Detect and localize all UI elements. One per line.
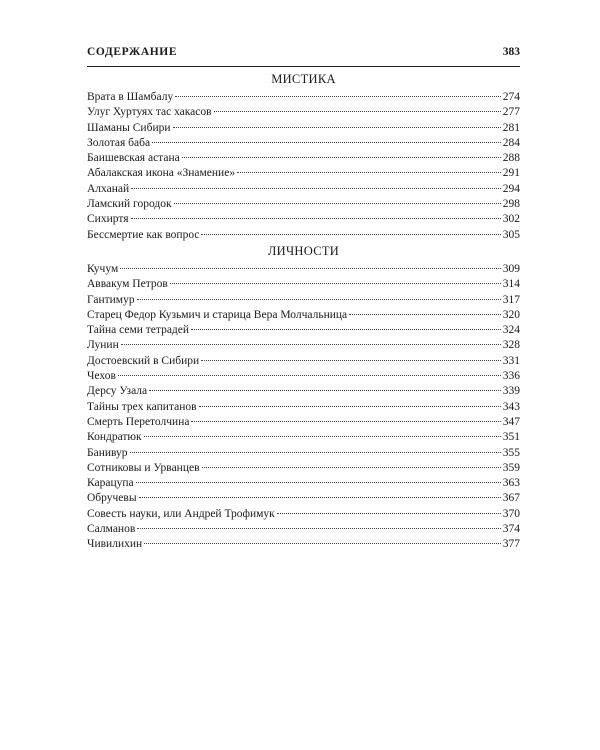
toc-entry — [87, 400, 520, 415]
toc-entry-title: Смерть Перетолчина — [87, 415, 190, 428]
running-head-title: СОДЕРЖАНИЕ — [87, 46, 178, 58]
toc-entry — [87, 151, 520, 166]
toc-entry — [87, 166, 520, 181]
toc-entry-title: Чехов — [87, 370, 116, 383]
toc-entry-page: 331 — [502, 354, 520, 367]
toc-entry-page: 291 — [502, 167, 520, 180]
dot-leader — [144, 436, 501, 437]
toc-entry-title: Бессмертие как вопрос — [87, 228, 200, 241]
toc-entry-title: Аввакум Петров — [87, 278, 168, 291]
toc-entry-title: Совесть науки, или Андрей Трофимук — [87, 507, 275, 520]
toc-entry-title: Шаманы Сибири — [87, 121, 171, 134]
toc-entry-title: Гантимур — [87, 293, 135, 306]
toc-entry — [87, 121, 520, 136]
toc-entry — [87, 354, 520, 369]
section-title: МИСТИКА — [271, 72, 336, 86]
toc-entry-title: Кондратюк — [87, 431, 142, 444]
toc-entry-page: 347 — [502, 415, 520, 428]
dot-leader — [214, 111, 501, 112]
toc-entry-title: Врата в Шамбалу — [87, 91, 174, 103]
dot-leader — [118, 375, 501, 376]
dot-leader — [130, 452, 501, 453]
toc-entry-page: 320 — [502, 308, 520, 321]
toc-entry-title: Салманов — [87, 523, 136, 536]
dot-leader — [149, 390, 501, 391]
toc-entry-page: 288 — [502, 152, 520, 165]
toc-entry-page: 324 — [502, 324, 520, 337]
toc-entry-title: Банивур — [87, 446, 128, 459]
toc-entry-page: 339 — [502, 385, 520, 398]
dot-leader — [201, 360, 501, 361]
dot-leader — [139, 497, 501, 498]
toc-entry-page: 277 — [502, 106, 520, 119]
dot-leader — [121, 344, 501, 345]
dot-leader — [131, 188, 501, 189]
running-head-page-number: 383 — [502, 46, 520, 58]
toc-entry-page: 328 — [502, 339, 520, 352]
section-title: ЛИЧНОСТИ — [267, 244, 340, 258]
toc-entry — [87, 507, 520, 522]
toc-entry — [87, 197, 520, 212]
toc-entry-title: Лунин — [87, 339, 119, 352]
dot-leader — [191, 329, 501, 330]
dot-leader — [191, 421, 500, 422]
dot-leader — [199, 406, 501, 407]
toc-entry-page: 317 — [502, 293, 520, 306]
dot-leader — [152, 142, 501, 143]
dot-leader — [137, 528, 500, 529]
toc-entry — [87, 430, 520, 445]
toc-entry — [87, 369, 520, 384]
toc-entry-title: Старец Федор Кузьмич и старица Вера Молчальница — [87, 308, 348, 321]
toc-entry — [87, 293, 520, 308]
toc-entry — [87, 262, 520, 277]
toc-entry-title: Дерсу Узала — [87, 385, 148, 398]
toc-entry-page: 305 — [502, 228, 520, 241]
toc-entry-page: 374 — [502, 523, 520, 536]
toc-entry-page: 367 — [502, 492, 520, 505]
toc-entry-title: Сотниковы и Урванцев — [87, 461, 200, 474]
toc-list — [87, 262, 520, 553]
toc-entry-title: Чивилихин — [87, 538, 143, 551]
toc-entry — [87, 338, 520, 353]
toc-entry-page: 302 — [502, 213, 520, 226]
toc-section-persons — [87, 240, 520, 553]
dot-leader — [349, 314, 501, 315]
toc-entry — [87, 491, 520, 506]
toc-entry-title: Улуг Хуртуях тас хакасов — [87, 106, 212, 119]
toc-entry — [87, 323, 520, 338]
toc-entry-title: Кучум — [87, 263, 119, 275]
toc-entry-title: Обручевы — [87, 492, 137, 505]
toc-entry — [87, 90, 520, 105]
toc-entry-page: 274 — [502, 91, 520, 103]
toc-entry — [87, 537, 520, 552]
toc-entry-page: 298 — [502, 198, 520, 211]
toc-entry-page: 359 — [502, 461, 520, 474]
dot-leader — [201, 234, 500, 235]
dot-leader — [237, 172, 501, 173]
dot-leader — [182, 157, 501, 158]
toc-entry-title: Ламский городок — [87, 198, 172, 211]
toc-entry-page: 284 — [502, 136, 520, 149]
dot-leader — [136, 482, 501, 483]
toc-entry-page: 309 — [502, 263, 520, 275]
toc-entry-title: Тайна семи тетрадей — [87, 324, 190, 337]
toc-entry-page: 351 — [502, 431, 520, 444]
toc-section-mystic — [87, 68, 520, 243]
page-header — [87, 44, 520, 67]
toc-entry — [87, 446, 520, 461]
toc-entry-page: 336 — [502, 370, 520, 383]
dot-leader — [202, 467, 501, 468]
toc-entry — [87, 277, 520, 292]
toc-entry — [87, 522, 520, 537]
toc-entry-page: 314 — [502, 278, 520, 291]
toc-entry-title: Золотая баба — [87, 136, 151, 149]
toc-entry-title: Абалакская икона «Знамение» — [87, 167, 236, 180]
toc-entry-title: Карацупа — [87, 477, 134, 490]
dot-leader — [174, 203, 501, 204]
toc-entry-page: 377 — [502, 538, 520, 551]
dot-leader — [277, 513, 501, 514]
toc-entry-page: 370 — [502, 507, 520, 520]
toc-entry-page: 281 — [502, 121, 520, 134]
toc-entry-title: Баишевская астана — [87, 152, 180, 165]
toc-entry — [87, 461, 520, 476]
dot-leader — [120, 268, 501, 269]
toc-entry-title: Алханай — [87, 182, 130, 195]
dot-leader — [131, 218, 501, 219]
toc-entry — [87, 476, 520, 491]
toc-entry — [87, 212, 520, 227]
dot-leader — [137, 299, 501, 300]
dot-leader — [144, 543, 501, 544]
toc-list — [87, 90, 520, 243]
toc-entry-title: Достоевский в Сибири — [87, 354, 200, 367]
toc-entry-page: 343 — [502, 400, 520, 413]
toc-entry — [87, 182, 520, 197]
toc-entry — [87, 415, 520, 430]
toc-entry-title: Сихиртя — [87, 213, 129, 226]
toc-entry-title: Тайны трех капитанов — [87, 400, 197, 413]
toc-entry-page: 294 — [502, 182, 520, 195]
toc-entry-page: 355 — [502, 446, 520, 459]
toc-entry — [87, 105, 520, 120]
dot-leader — [175, 96, 501, 97]
toc-entry-page: 363 — [502, 477, 520, 490]
dot-leader — [173, 127, 501, 128]
toc-entry — [87, 384, 520, 399]
toc-entry — [87, 136, 520, 151]
dot-leader — [170, 283, 501, 284]
toc-entry — [87, 308, 520, 323]
